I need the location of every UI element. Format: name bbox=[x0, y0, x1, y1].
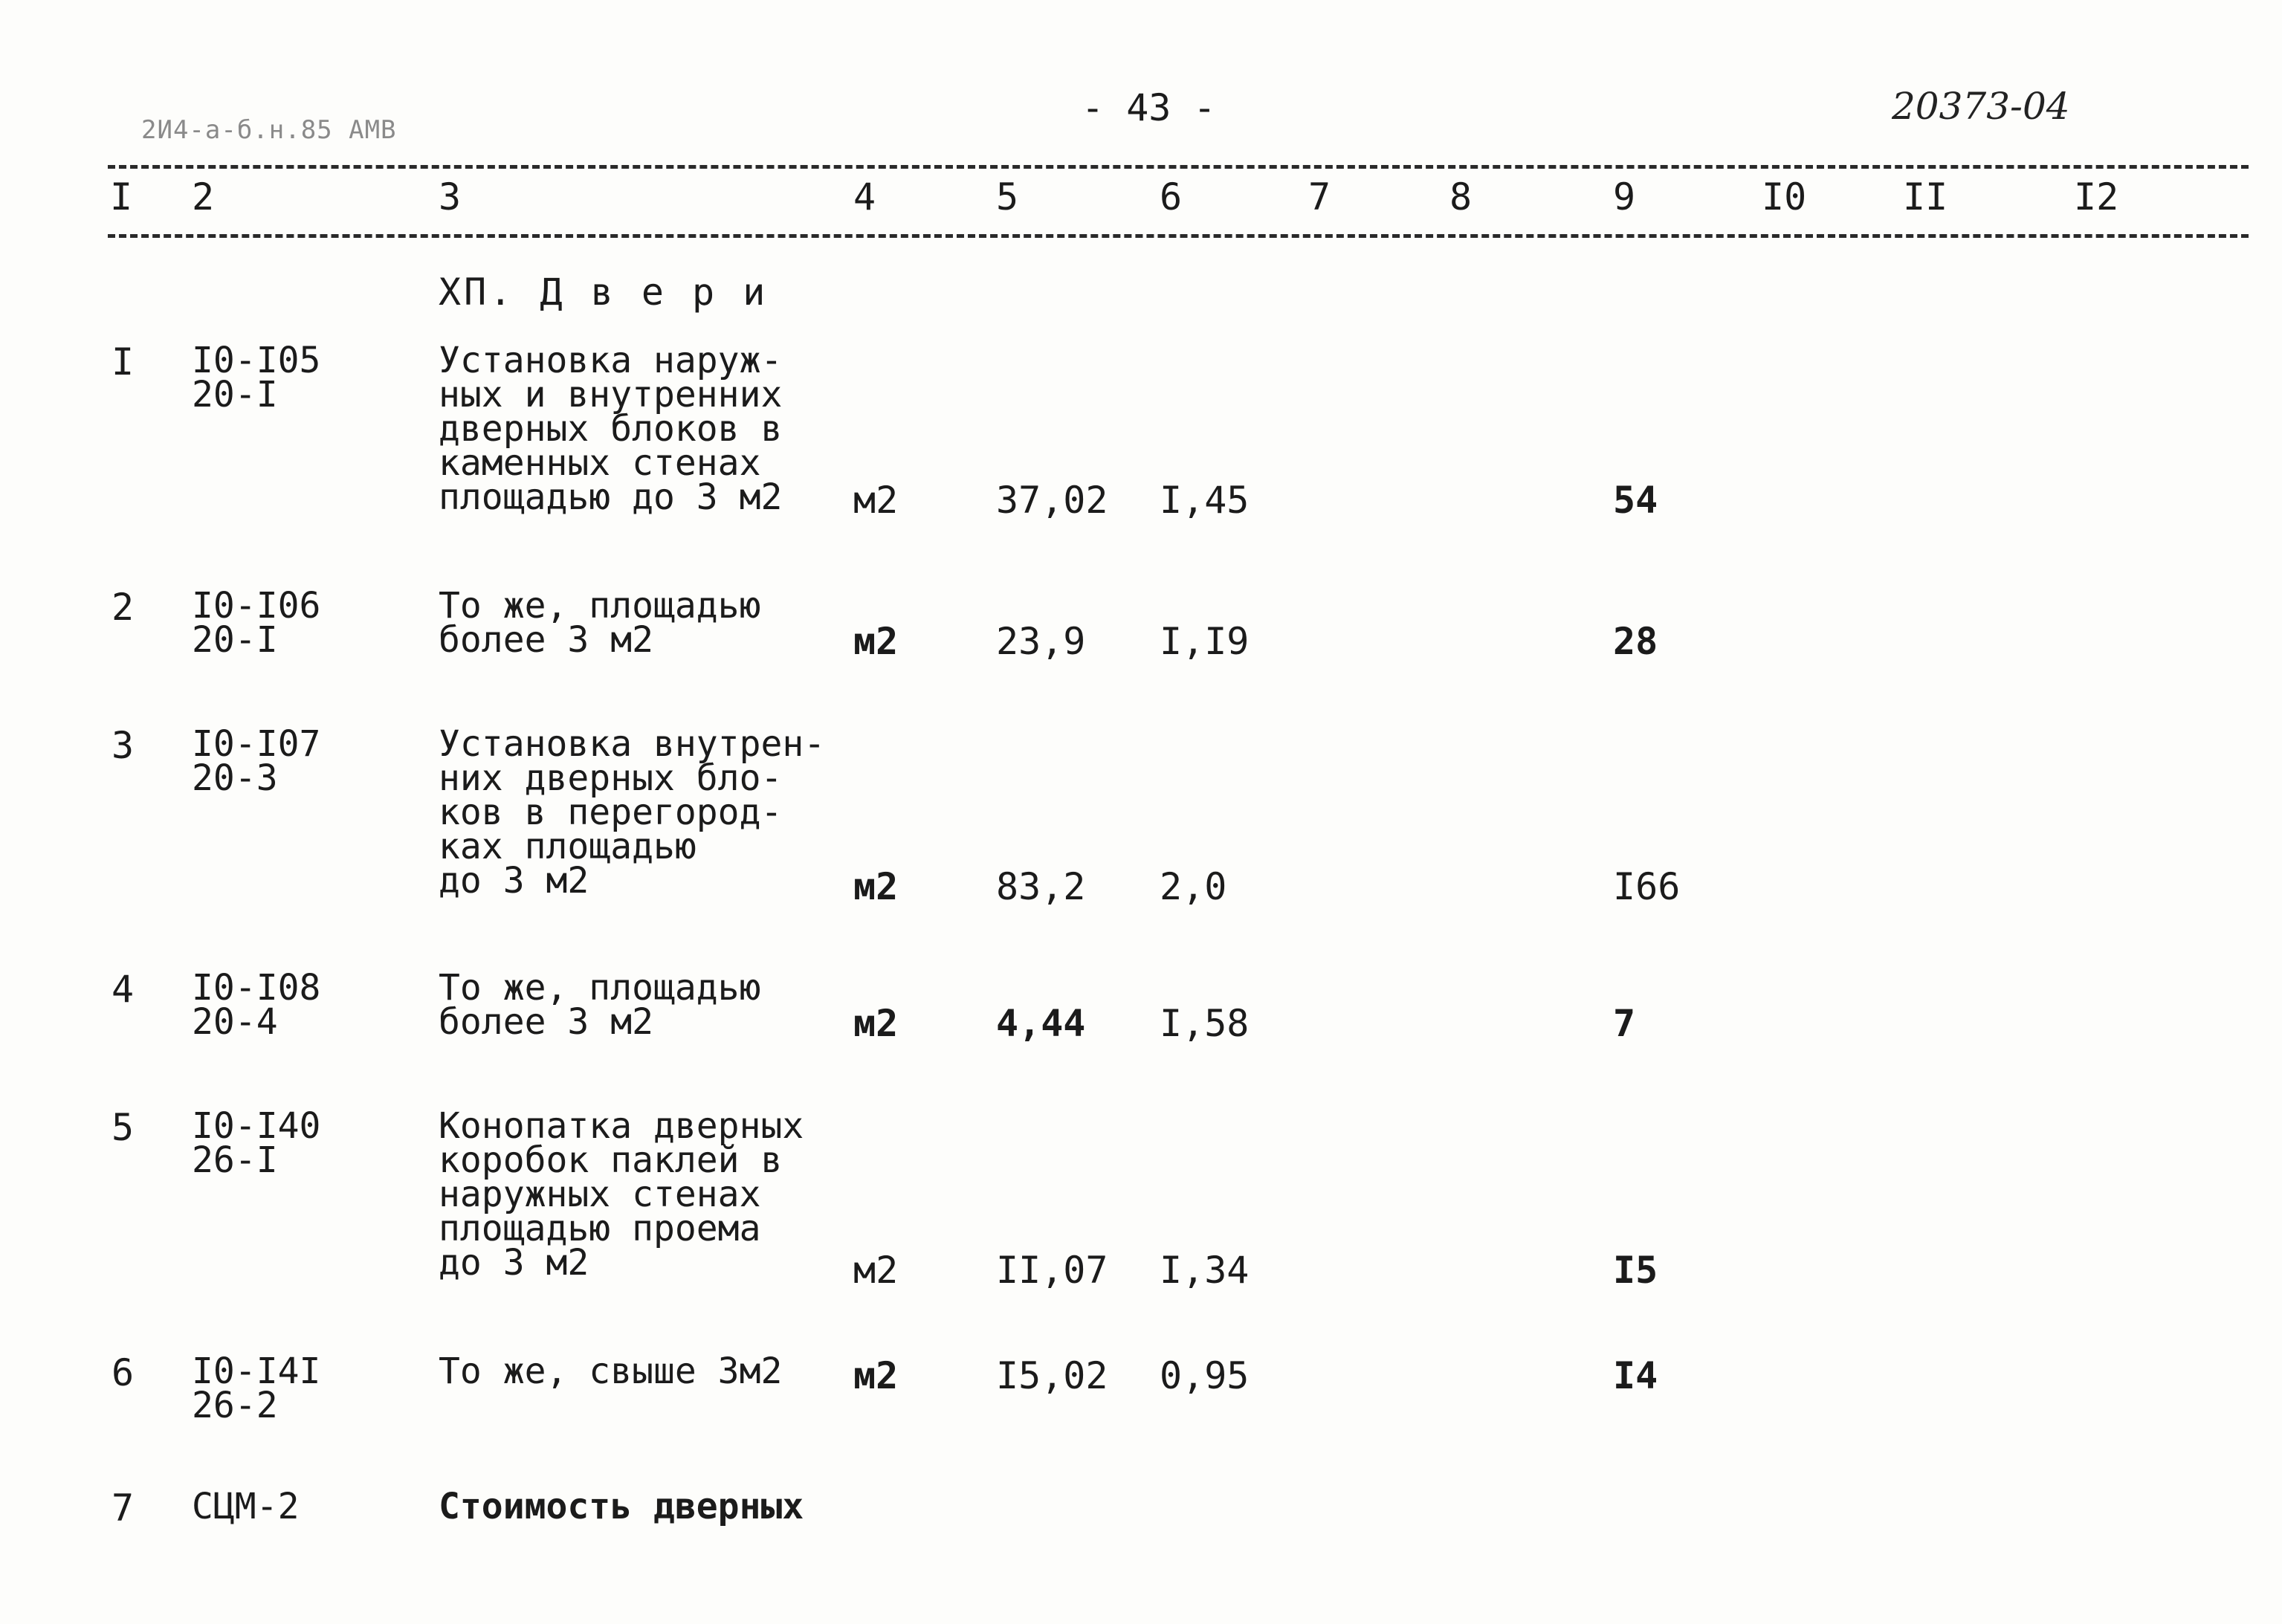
row-number: 6 bbox=[111, 1351, 135, 1394]
column-header: 2 bbox=[192, 175, 215, 219]
norm-code: I0-I08 20-4 bbox=[192, 967, 321, 1043]
work-description: Стоимость дверных bbox=[439, 1486, 804, 1527]
work-description: Установка наруж- ных и внутренних дверных блоков в каменных стенах площадью до 3 м2 bbox=[439, 340, 783, 518]
document-code: 20373-04 bbox=[1892, 85, 2070, 128]
unit: м2 bbox=[853, 865, 899, 908]
unit-rate: 0,95 bbox=[1160, 1354, 1250, 1397]
quantity: 23,9 bbox=[996, 620, 1086, 663]
row-number: 3 bbox=[111, 724, 135, 767]
unit-rate: I,45 bbox=[1160, 479, 1250, 522]
norm-code: I0-I06 20-I bbox=[192, 585, 321, 661]
total: 7 bbox=[1613, 1002, 1636, 1045]
unit-rate: 2,0 bbox=[1160, 865, 1227, 908]
work-description: Установка внутрен- них дверных бло- ков в перегород- ках площадью до 3 м2 bbox=[439, 723, 826, 902]
row-number: 2 bbox=[111, 586, 135, 629]
unit-rate: I,58 bbox=[1160, 1002, 1250, 1045]
total: 28 bbox=[1613, 620, 1658, 663]
norm-code: СЦМ-2 bbox=[192, 1486, 300, 1527]
unit-rate: I,I9 bbox=[1160, 620, 1250, 663]
norm-code: I0-I4I 26-2 bbox=[192, 1350, 321, 1426]
column-header: 5 bbox=[996, 175, 1019, 219]
work-description: Конопатка дверных коробок паклей в наружных стенах площадью проема до 3 м2 bbox=[439, 1105, 804, 1284]
column-header: I bbox=[110, 175, 133, 219]
row-number: I bbox=[111, 340, 135, 384]
column-header: 9 bbox=[1613, 175, 1636, 219]
quantity: II,07 bbox=[996, 1249, 1108, 1292]
archive-stamp: 2И4-а-б.н.85 АМВ bbox=[141, 115, 397, 145]
unit: м2 bbox=[853, 1249, 899, 1292]
total: 54 bbox=[1613, 479, 1658, 522]
row-number: 5 bbox=[111, 1106, 135, 1149]
norm-code: I0-I05 20-I bbox=[192, 340, 321, 415]
total: I4 bbox=[1613, 1354, 1658, 1397]
unit: м2 bbox=[853, 620, 899, 663]
quantity: 37,02 bbox=[996, 479, 1108, 522]
row-number: 7 bbox=[111, 1486, 135, 1530]
quantity: I5,02 bbox=[996, 1354, 1108, 1397]
row-number: 4 bbox=[111, 968, 135, 1011]
unit: м2 bbox=[853, 479, 899, 522]
column-header: 4 bbox=[853, 175, 876, 219]
work-description: То же, свыше 3м2 bbox=[439, 1350, 783, 1392]
norm-code: I0-I07 20-3 bbox=[192, 723, 321, 799]
section-title: XП. Д в е р и bbox=[439, 271, 769, 314]
column-header: II bbox=[1903, 175, 1948, 219]
unit: м2 bbox=[853, 1354, 899, 1397]
column-header: 3 bbox=[439, 175, 462, 219]
unit-rate: I,34 bbox=[1160, 1249, 1250, 1292]
column-header: 6 bbox=[1160, 175, 1183, 219]
column-header: 7 bbox=[1308, 175, 1331, 219]
norm-code: I0-I40 26-I bbox=[192, 1105, 321, 1181]
header-rule-top bbox=[108, 165, 2249, 169]
quantity: 4,44 bbox=[996, 1002, 1086, 1045]
total: I66 bbox=[1613, 865, 1681, 908]
work-description: То же, площадью более 3 м2 bbox=[439, 967, 761, 1043]
column-header: I2 bbox=[2074, 175, 2119, 219]
column-header: I0 bbox=[1762, 175, 1807, 219]
quantity: 83,2 bbox=[996, 865, 1086, 908]
header-rule-bottom bbox=[108, 234, 2249, 238]
column-header: 8 bbox=[1449, 175, 1473, 219]
unit: м2 bbox=[853, 1002, 899, 1045]
total: I5 bbox=[1613, 1249, 1658, 1292]
page-number: - 43 - bbox=[1082, 86, 1216, 129]
work-description: То же, площадью более 3 м2 bbox=[439, 585, 761, 661]
